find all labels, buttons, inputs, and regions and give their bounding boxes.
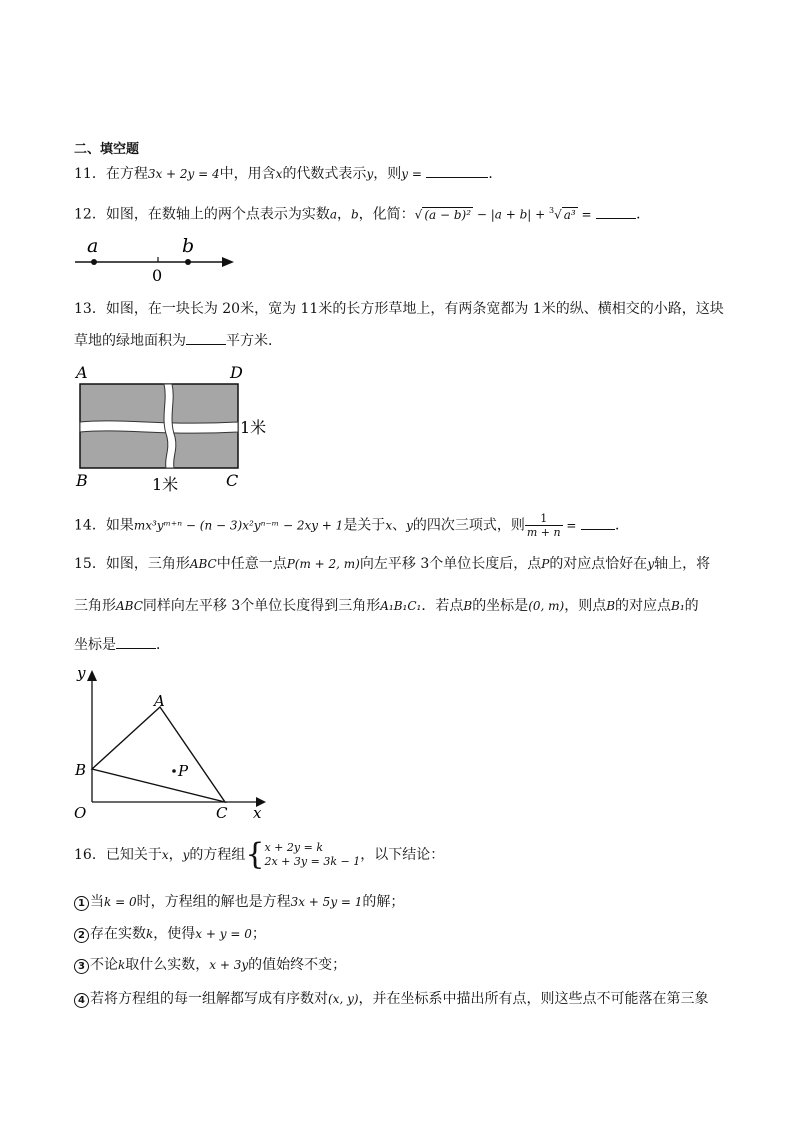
q14-fraction [525,512,563,539]
question-13-line1: 13．如图，在一块长为 20米，宽为 11米的长方形草地上，有两条宽都为 1米的纵、横相交的小路，这块 [74,301,724,317]
q14-end: ． [614,517,629,534]
circled-number-1: 1 [74,896,89,911]
q15-a1b1c1: A₁B₁C₁ [380,599,422,613]
y-axis-arrow [87,670,97,681]
system-eq2: 2x + 3y = 3k − 1 [264,855,361,868]
q11-lhs: y = [401,167,422,181]
corner-C: C [226,471,239,490]
vertex-B-label: B [75,761,87,779]
point-b-dot [185,259,191,265]
q12-end: ． [636,206,651,223]
question-15-line3 [74,634,170,655]
q15-abc-2: ABC [116,599,143,613]
circled-number-4: 4 [74,993,89,1008]
q12-mid: ，化简： [358,206,415,223]
triangle-abc [92,707,225,802]
q14-frac-den: m + n [526,526,561,539]
c3-eq: x + 3y [209,958,249,972]
q15-text-a: 15．如图，三角形 [74,556,190,572]
q14-sep: 、 [392,517,407,534]
c4-a: 若将方程组的每一组解都写成有序数对 [90,991,328,1007]
q11-end: ． [488,166,503,182]
axis-label-y: y [77,664,86,682]
q12-abs-part: − |a + b| + [473,207,550,222]
q11-equation: 3x + 2y = 4 [147,167,220,181]
question-15-line2 [74,596,699,616]
conclusion-1 [74,892,404,912]
q16-x: x [161,848,169,862]
q15-text-b: 中任意一点 [216,556,287,572]
section-title: 二、填空题 [74,142,140,157]
q15-point-p: P(m + 2, m) [286,557,360,571]
q14-mid: 是关于 [343,517,386,534]
q15-answer-blank[interactable] [116,634,156,649]
conclusion-4 [74,989,709,1009]
q12-prefix: 12．如图，在数轴上的两个点表示为实数 [74,206,330,223]
c2-c: ； [251,926,266,942]
question-11 [74,163,502,184]
q15-text-h: ．若点 [421,598,464,614]
sqrt-symbol: √ [414,207,423,222]
point-P-label: P [178,762,189,780]
triangle-figure [70,660,275,825]
question-13-line2 [74,330,282,351]
q16-suffix: ，以下结论： [360,847,445,863]
q14-var-y: y [406,518,413,533]
c2-a: 存在实数 [90,926,146,942]
point-p-dot [172,769,176,773]
q14-answer-blank[interactable] [581,515,615,530]
q13-answer-blank[interactable] [186,330,226,345]
q11-mid3: ，则 [373,166,402,182]
q14-polynomial: mx³yᵐ⁺ⁿ − (n − 3)x²yⁿ⁻ᵐ − 2xy + 1 [133,518,344,533]
conclusion-3 [74,955,346,975]
c1-cond: k = 0 [104,895,137,909]
q15-text-g: 同样向左平移 3个单位长度得到三角形 [142,598,381,614]
q11-mid2: 的代数式表示 [282,166,367,182]
c2-k: k [146,927,154,941]
point-a-dot [91,259,97,265]
q15-b-2: B [606,599,616,613]
q15-text-j: ，则点 [564,598,607,614]
cbrt-index: 3 [549,206,555,215]
q15-text-i: 的坐标是 [472,598,529,614]
width-label-right: 1米 [240,418,267,437]
question-16 [74,838,444,872]
q15-b: B [463,599,473,613]
q15-text-k: 的对应点 [615,598,672,614]
question-15-line1 [74,554,710,574]
q12-cbrt-body: a³ [563,207,576,222]
c3-k: k [118,958,126,972]
q16-prefix: 16．已知关于 [74,847,162,863]
cbrt-symbol: √ [554,207,562,222]
q12-radicand: (a − b)² [424,207,472,222]
horizontal-path [80,421,238,433]
q15-text-l: 的 [684,598,699,614]
c3-b: 取什么实数， [125,957,210,973]
q11-mid: 中，用含 [219,166,276,182]
corner-D: D [230,363,243,382]
number-line-arrow [222,257,234,267]
q13-line2-pre: 草地的绿地面积为 [74,333,186,349]
q15-text-d: 的对应点恰好在 [549,556,648,572]
q12-eq: = [577,207,592,222]
q11-var-y: y [366,167,374,181]
q16-y: y [182,848,190,862]
label-zero: 0 [152,266,163,284]
c3-c: 的值始终不变； [248,957,347,973]
q15-line3-pre: 坐标是 [74,637,116,653]
c2-eq: x + y = 0 [195,927,252,941]
origin-label: O [74,804,87,822]
q11-answer-blank[interactable] [426,163,488,178]
q15-text-e: 轴上，将 [654,556,711,572]
q11-var-x: x [275,167,283,181]
label-a: a [87,236,99,257]
circled-number-3: 3 [74,959,89,974]
q12-comma: ， [336,206,351,223]
c1-a: 当 [90,894,104,910]
q15-line3-post: ． [156,637,170,653]
q16-mid: 的方程组 [189,847,246,863]
vertex-A-label: A [154,692,165,710]
q15-text-c: 向左平移 3个单位长度后，点 [359,556,542,572]
equation-system [264,841,360,869]
c1-c: 的解； [362,894,405,910]
q15-abc: ABC [189,557,217,571]
q14-frac-num: 1 [525,512,563,526]
q12-var-b: b [350,207,359,222]
q14-var-x: x [385,518,393,533]
corner-B: B [76,471,88,490]
system-eq1: x + 2y = k [264,841,323,854]
c1-b: 时，方程组的解也是方程 [136,894,291,910]
q15-b-coord: (0, m) [528,599,565,613]
q15-y: y [647,557,655,571]
conclusion-2 [74,924,266,944]
c4-pair: (x, y) [328,992,359,1006]
q15-b1: B₁ [671,599,685,613]
corner-A: A [76,363,88,382]
label-b: b [182,236,195,257]
q15-text-f: 三角形 [74,598,116,614]
circled-number-2: 2 [74,928,89,943]
c3-a: 不论 [90,957,118,973]
q14-mid2: 的四次三项式，则 [412,517,525,534]
vertex-C-label: C [216,804,228,822]
number-line-figure [70,236,245,284]
question-12 [74,201,650,225]
c2-b: ，使得 [153,926,196,942]
axis-label-x: x [253,804,262,822]
system-brace: { [245,837,265,872]
lawn-figure [72,362,282,494]
width-label-bottom: 1米 [152,475,179,494]
q16-comma: ， [168,847,183,863]
q13-line2-post: 平方米． [226,333,282,349]
c1-eq: 3x + 5y = 1 [290,895,363,909]
q14-prefix: 14．如果 [74,517,134,534]
q14-eq: = [562,518,577,533]
q12-var-a: a [329,207,337,222]
c4-b: ，并在坐标系中描出所有点，则这些点不可能落在第三象 [358,991,709,1007]
q15-p: P [541,557,550,571]
question-14 [74,512,629,539]
q11-prefix: 11．在方程 [74,166,148,182]
q12-answer-blank[interactable] [596,204,636,219]
